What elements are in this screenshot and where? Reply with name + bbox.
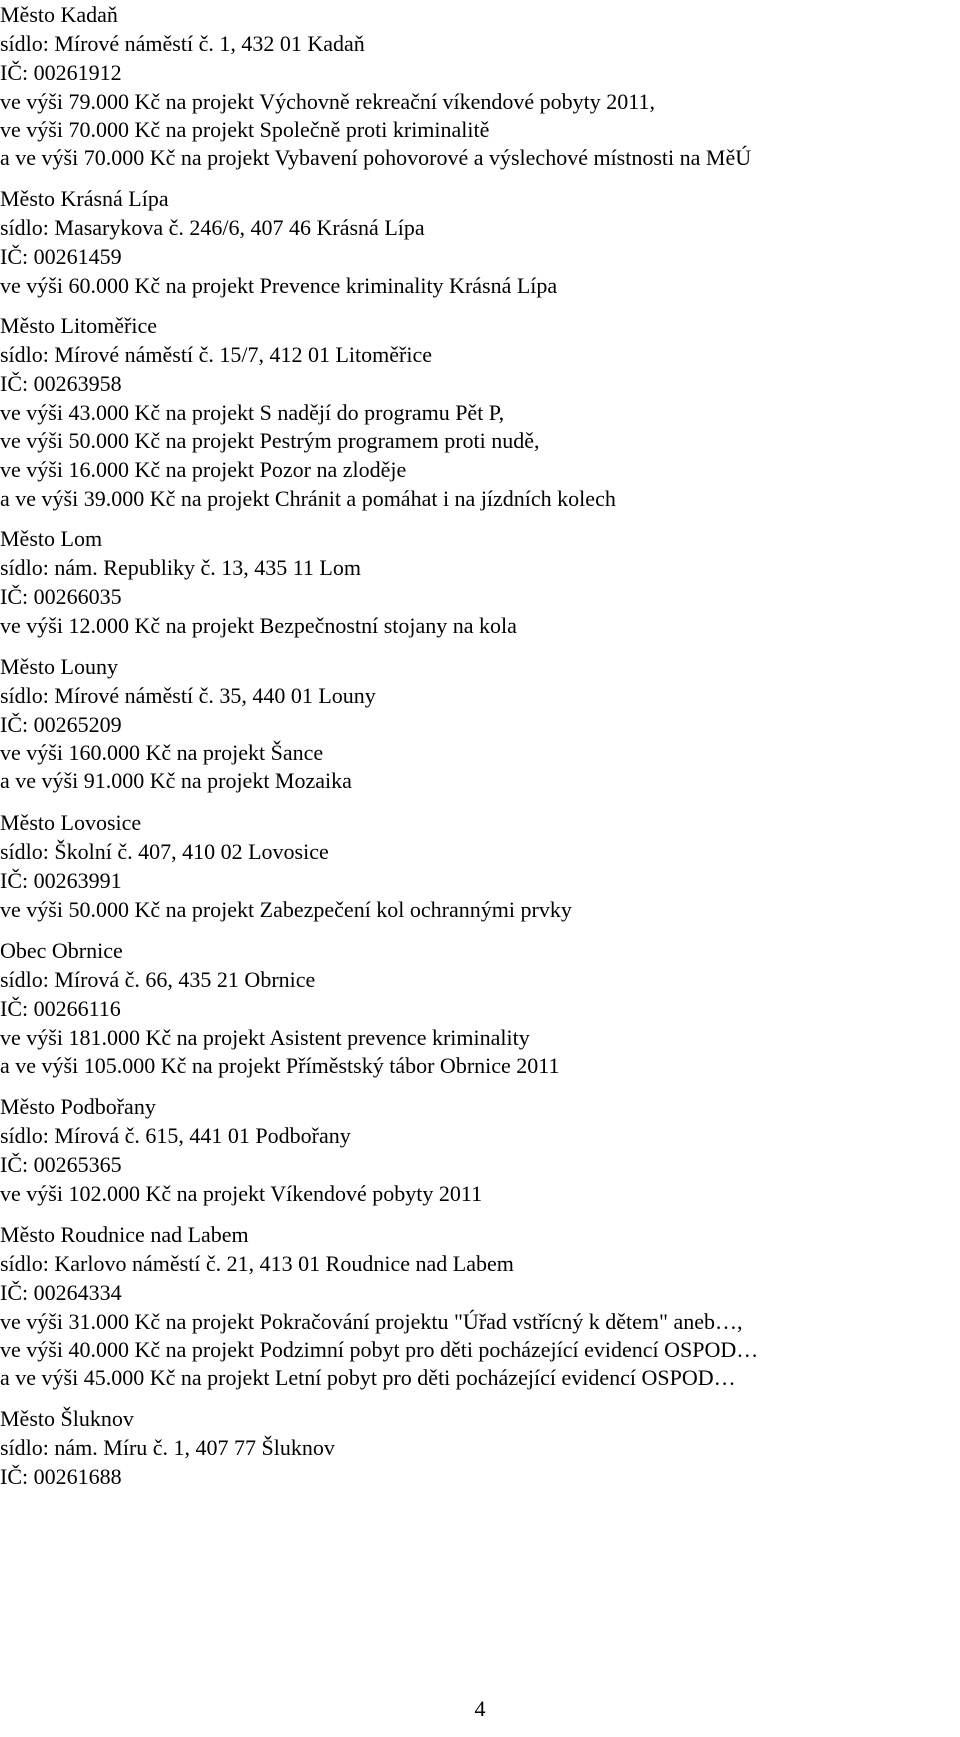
ic-line: IČ: 00264334 bbox=[0, 1280, 122, 1305]
ic-line: IČ: 00266116 bbox=[0, 996, 121, 1021]
grant-line: a ve výši 70.000 Kč na projekt Vybavení pohovorové a výslechové místnosti na MěÚ bbox=[0, 145, 752, 170]
grant-line: ve výši 16.000 Kč na projekt Pozor na zloděje bbox=[0, 457, 407, 482]
grant-line: ve výši 50.000 Kč na projekt Zabezpečení kol ochrannými prvky bbox=[0, 897, 572, 922]
grant-line: ve výši 50.000 Kč na projekt Pestrým programem proti nudě, bbox=[0, 428, 540, 453]
grant-line: ve výši 31.000 Kč na projekt Pokračování projektu "Úřad vstřícný k dětem" aneb…, bbox=[0, 1309, 743, 1334]
address-line: sídlo: Školní č. 407, 410 02 Lovosice bbox=[0, 839, 329, 864]
grant-line: ve výši 12.000 Kč na projekt Bezpečnostní stojany na kola bbox=[0, 613, 517, 638]
municipality-name: Město Litoměřice bbox=[0, 313, 158, 338]
grant-line: ve výši 160.000 Kč na projekt Šance bbox=[0, 740, 324, 765]
address-line: sídlo: Mírové náměstí č. 35, 440 01 Louny bbox=[0, 683, 376, 708]
municipality-name: Město Louny bbox=[0, 654, 118, 679]
ic-line: IČ: 00261688 bbox=[0, 1464, 122, 1489]
address-line: sídlo: nám. Míru č. 1, 407 77 Šluknov bbox=[0, 1435, 335, 1460]
municipality-name: Město Šluknov bbox=[0, 1406, 134, 1431]
address-line: sídlo: nám. Republiky č. 13, 435 11 Lom bbox=[0, 555, 361, 580]
address-line: sídlo: Mírové náměstí č. 15/7, 412 01 Litoměřice bbox=[0, 342, 432, 367]
municipality-name: Město Roudnice nad Labem bbox=[0, 1222, 249, 1247]
municipality-name: Město Kadaň bbox=[0, 2, 118, 27]
address-line: sídlo: Mírová č. 615, 441 01 Podbořany bbox=[0, 1123, 351, 1148]
municipality-name: Město Podbořany bbox=[0, 1094, 156, 1119]
address-line: sídlo: Mírová č. 66, 435 21 Obrnice bbox=[0, 967, 316, 992]
grant-line: a ve výši 45.000 Kč na projekt Letní pobyt pro děti pocházející evidencí OSPOD… bbox=[0, 1365, 736, 1390]
grant-line: ve výši 102.000 Kč na projekt Víkendové pobyty 2011 bbox=[0, 1181, 483, 1206]
ic-line: IČ: 00265209 bbox=[0, 712, 122, 737]
ic-line: IČ: 00263958 bbox=[0, 371, 122, 396]
address-line: sídlo: Masarykova č. 246/6, 407 46 Krásná Lípa bbox=[0, 215, 425, 240]
address-line: sídlo: Mírové náměstí č. 1, 432 01 Kadaň bbox=[0, 31, 365, 56]
ic-line: IČ: 00261459 bbox=[0, 244, 122, 269]
grant-line: ve výši 43.000 Kč na projekt S nadějí do programu Pět P, bbox=[0, 400, 505, 425]
grant-line: a ve výši 105.000 Kč na projekt Příměstský tábor Obrnice 2011 bbox=[0, 1053, 560, 1078]
municipality-name: Město Krásná Lípa bbox=[0, 186, 169, 211]
ic-line: IČ: 00261912 bbox=[0, 60, 122, 85]
municipality-name: Obec Obrnice bbox=[0, 938, 123, 963]
ic-line: IČ: 00266035 bbox=[0, 584, 122, 609]
municipality-name: Město Lom bbox=[0, 526, 103, 551]
ic-line: IČ: 00265365 bbox=[0, 1152, 122, 1177]
address-line: sídlo: Karlovo náměstí č. 21, 413 01 Roudnice nad Labem bbox=[0, 1251, 514, 1276]
grant-line: ve výši 70.000 Kč na projekt Společně proti kriminalitě bbox=[0, 117, 490, 142]
page-number: 4 bbox=[474, 1696, 486, 1721]
grant-line: a ve výši 91.000 Kč na projekt Mozaika bbox=[0, 768, 352, 793]
grant-line: ve výši 79.000 Kč na projekt Výchovně rekreační víkendové pobyty 2011, bbox=[0, 89, 655, 114]
grant-line: ve výši 40.000 Kč na projekt Podzimní pobyt pro děti pocházející evidencí OSPOD… bbox=[0, 1337, 759, 1362]
ic-line: IČ: 00263991 bbox=[0, 868, 122, 893]
municipality-name: Město Lovosice bbox=[0, 810, 142, 835]
grant-line: ve výši 60.000 Kč na projekt Prevence kriminality Krásná Lípa bbox=[0, 273, 558, 298]
grant-line: ve výši 181.000 Kč na projekt Asistent prevence kriminality bbox=[0, 1025, 530, 1050]
grant-line: a ve výši 39.000 Kč na projekt Chránit a pomáhat i na jízdních kolech bbox=[0, 486, 616, 511]
